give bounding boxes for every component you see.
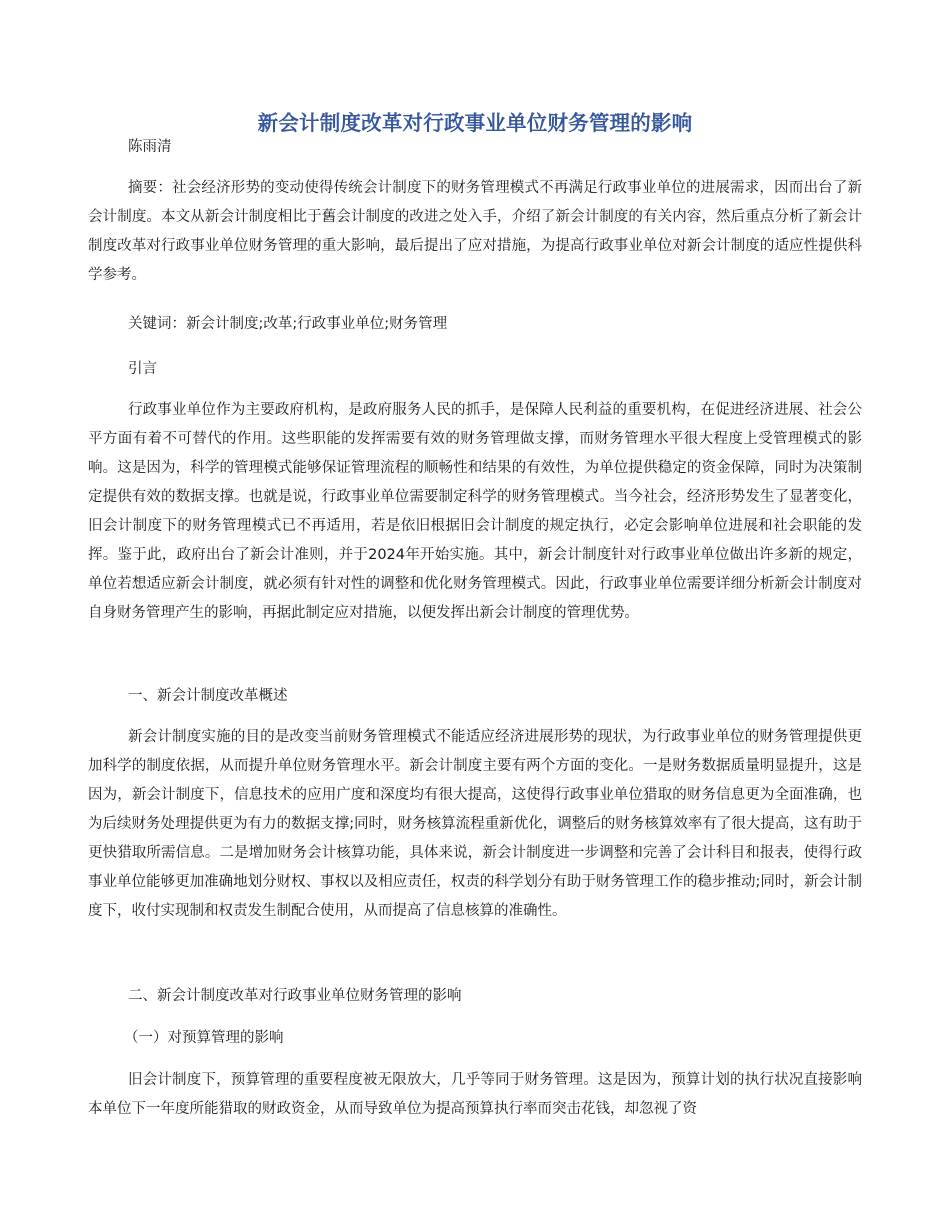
section-1-heading: 一、新会计制度改革概述 — [128, 688, 288, 704]
abstract-paragraph: 摘要：社会经济形势的变动使得传统会计制度下的财务管理模式不再满足行政事业单位的进展需求，因而出台了新会计制度。本文从新会计制度相比于舊会计制度的改进之处入手，介绍了新会计制度的有关内容，然后重点分析了新会计制度改革对行政事业单位财务管理的重大影响，最后提出了应对措施，为提高行政事业单位对新会计制度的适应性提供科学参考。 — [88, 180, 862, 283]
author-name: 陈雨清 — [128, 139, 172, 155]
document-title: 新会计制度改革对行政事业单位财务管理的影响 — [257, 111, 693, 135]
subsection-1-paragraph: 旧会计制度下，预算管理的重要程度被无限放大，几乎等同于财务管理。这是因为，预算计划的执行状况直接影响本单位下一年度所能猎取的财政资金，从而导致单位为提高预算执行率而突击花钱，却忽视了资 — [88, 1072, 862, 1117]
intro-heading: 引言 — [128, 361, 157, 377]
section-1-paragraph: 新会计制度实施的目的是改变当前财务管理模式不能适应经济进展形势的现状，为行政事业单位的财务管理提供更加科学的制度依据，从而提升单位财务管理水平。新会计制度主要有两个方面的变化。一是财务数据质量明显提升，这是因为，新会计制度下，信息技术的应用广度和深度均有很大提高，这使得行政事业单位猎取的财务信息更为全面准确，也为后续财务处理提供更为有力的数据支撑;同时，财务核算流程重新优化，调整后的财务核算效率有了很大提高，这有助于更快猎取所需信息。二是增加财务会计核算功能，具体来说，新会计制度进一步调整和完善了会计科目和报表，使得行政事业单位能够更加准确地划分财权、事权以及相应责任，权责的科学划分有助于财务管理工作的稳步推动;同时，新会计制度下，收付实现制和权责发生制配合使用，从而提高了信息核算的准确性。 — [88, 729, 862, 919]
keywords-line: 关键词：新会计制度;改革;行政事业单位;财务管理 — [128, 316, 448, 332]
intro-paragraph: 行政事业单位作为主要政府机构，是政府服务人民的抓手，是保障人民利益的重要机构，在促进经济进展、社会公平方面有着不可替代的作用。这些职能的发挥需要有效的财务管理做支撑，而财务管理水平很大程度上受管理模式的影响。这是因为，科学的管理模式能够保证管理流程的顺畅性和结果的有效性，为单位提供稳定的资金保障，同时为决策制定提供有效的数据支撑。也就是说，行政事业单位需要制定科学的财务管理模式。当今社会，经济形势发生了显著变化，旧会计制度下的财务管理模式已不再适用，若是依旧根据旧会计制度的规定执行，必定会影响单位进展和社会职能的发挥。鉴于此，政府出台了新会计准则，并于2024年开始实施。其中，新会计制度针对行政事业单位做出许多新的规定，单位若想适应新会计制度，就必须有针对性的调整和优化财务管理模式。因此，行政事业单位需要详细分析新会计制度对自身财务管理产生的影响，再据此制定应对措施，以便发挥出新会计制度的管理优势。 — [88, 402, 862, 621]
section-2-heading: 二、新会计制度改革对行政事业单位财务管理的影响 — [128, 988, 462, 1004]
subsection-1-heading: （一）对预算管理的影响 — [124, 1030, 284, 1046]
